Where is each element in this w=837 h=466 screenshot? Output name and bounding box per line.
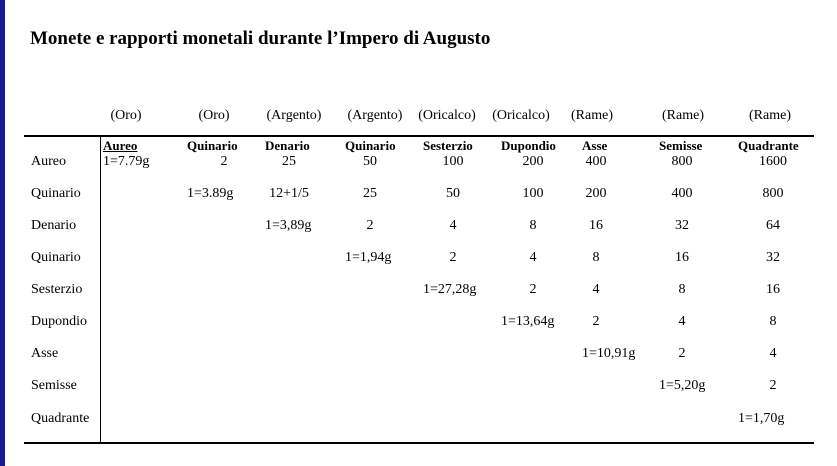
metal-label: (Rame) [571,108,613,123]
table-cell: 800 [762,186,784,201]
metal-label: (Rame) [749,108,791,123]
metal-label: (Argento) [266,108,322,123]
row-label: Aureo [31,154,66,169]
table-cell: 8 [529,218,537,233]
table-cell: 1=3.89g [187,186,234,201]
table-cell: 12+1/5 [269,186,309,201]
table-cell: 8 [678,282,686,297]
column-header: Quinario [187,138,238,153]
left-accent-bar [0,0,5,466]
table-cell: 100 [522,186,544,201]
table-cell: 1600 [759,154,787,169]
table-cell: 2 [449,250,457,265]
table-cell: 1=5,20g [659,378,706,393]
page-title: Monete e rapporti monetali durante l’Impero di Augusto [30,28,491,49]
table-cell: 1=10,91g [582,346,636,361]
row-label: Semisse [31,378,77,393]
row-label: Quadrante [31,411,90,426]
table-cell: 50 [363,154,377,169]
column-header: Denario [265,138,310,153]
table-cell: 64 [766,218,780,233]
table-cell: 2 [592,314,600,329]
table-cell: 32 [766,250,780,265]
table-cell: 100 [442,154,464,169]
table-cell: 400 [671,186,693,201]
table-cell: 32 [675,218,689,233]
table-cell: 8 [769,314,777,329]
metal-label: (Oro) [110,108,142,123]
column-header: Sesterzio [423,138,473,153]
table-cell: 1=27,28g [423,282,477,297]
table-cell: 2 [220,154,228,169]
table-cell: 2 [529,282,537,297]
table-cell: 4 [449,218,457,233]
table-cell: 1=7.79g [103,154,150,169]
table-cell: 2 [769,378,777,393]
table-cell: 800 [671,154,693,169]
column-header: Quinario [345,138,396,153]
table-cell: 4 [529,250,537,265]
table-cell: 4 [769,346,777,361]
metal-label: (Oro) [198,108,230,123]
table-cell: 2 [366,218,374,233]
row-label: Dupondio [31,314,87,329]
table-cell: 50 [446,186,460,201]
table-cell: 16 [766,282,780,297]
column-header: Dupondio [501,138,556,153]
table-cell: 25 [363,186,377,201]
row-label: Quinario [31,250,81,265]
table-cell: 4 [592,282,600,297]
column-header: Semisse [659,138,703,153]
table-bottom-rule [24,442,814,444]
row-label: Asse [31,346,59,361]
table-cell: 1=1,70g [738,411,785,426]
table-row-header-divider [100,137,101,442]
metal-label: (Oricalco) [492,108,550,123]
table-top-rule [24,135,814,137]
table-cell: 200 [585,186,607,201]
metal-label: (Oricalco) [418,108,476,123]
table-cell: 8 [592,250,600,265]
table-cell: 16 [589,218,603,233]
row-label: Quinario [31,186,81,201]
table-cell: 4 [678,314,686,329]
table-cell: 400 [585,154,607,169]
row-label: Denario [31,218,77,233]
column-header: Aureo [103,138,138,153]
column-header: Quadrante [738,138,799,153]
table-cell: 2 [678,346,686,361]
table-cell: 1=1,94g [345,250,392,265]
table-cell: 25 [282,154,296,169]
table-cell: 200 [522,154,544,169]
metal-label: (Rame) [662,108,704,123]
table-cell: 16 [675,250,689,265]
table-cell: 1=13,64g [501,314,555,329]
column-header: Asse [582,138,608,153]
row-label: Sesterzio [31,282,83,297]
metal-label: (Argento) [347,108,403,123]
table-cell: 1=3,89g [265,218,312,233]
